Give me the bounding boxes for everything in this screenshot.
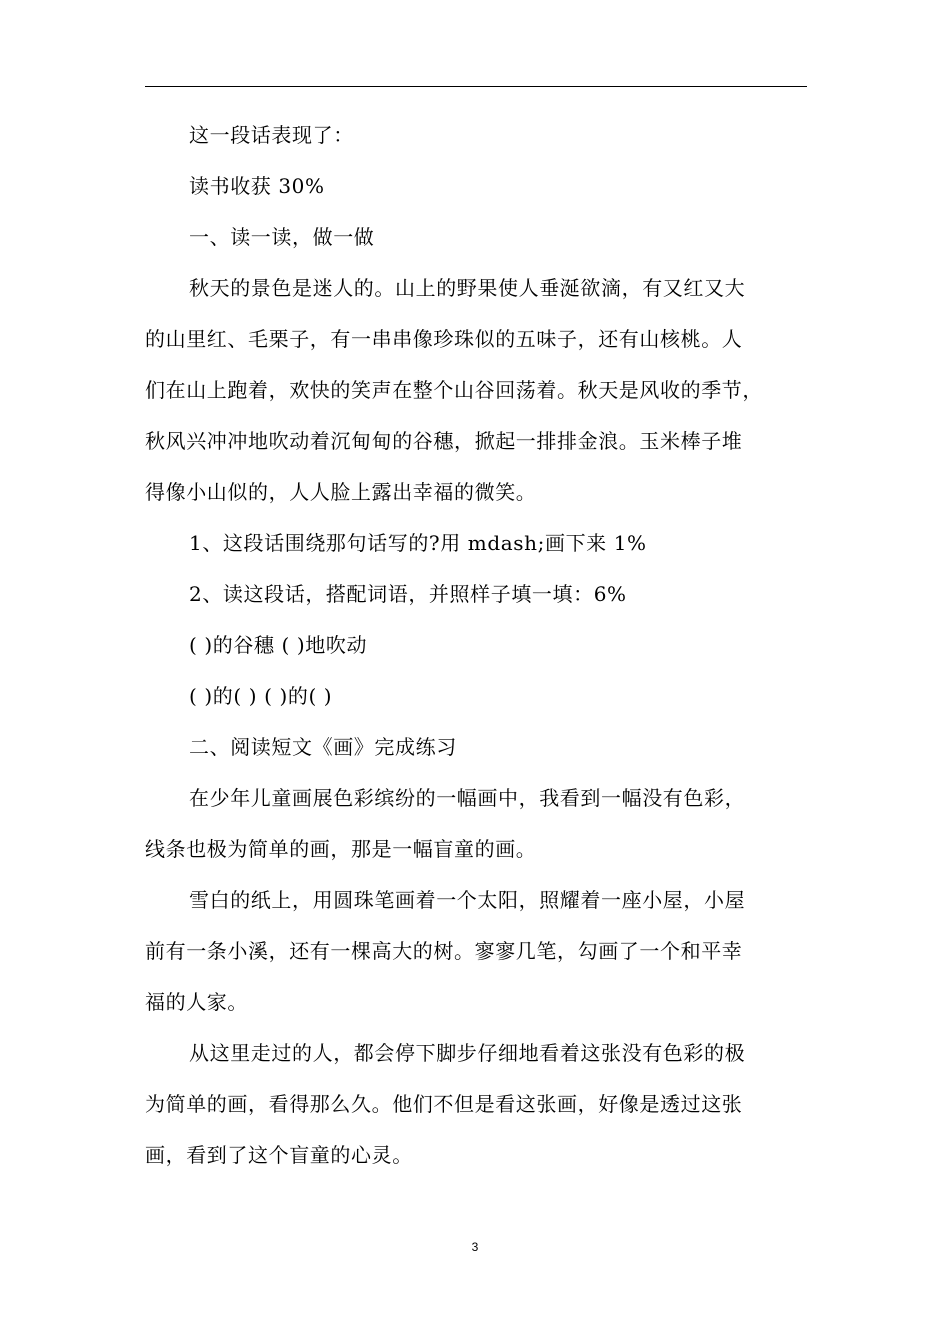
paragraph-line: 线条也极为简单的画，那是一幅盲童的画。	[145, 837, 537, 861]
section-heading: 一、读一读，做一做	[189, 225, 375, 249]
paragraph-line: 得像小山似的，人人脸上露出幸福的微笑。	[145, 480, 537, 504]
section-heading: 读书收获 30%	[189, 174, 325, 198]
paragraph-line: 画，看到了这个盲童的心灵。	[145, 1143, 413, 1167]
paragraph-line: 为简单的画，看得那么久。他们不但是看这张画，好像是透过这张	[145, 1092, 743, 1116]
section-heading: 二、阅读短文《画》完成练习	[189, 735, 457, 759]
paragraph-line: 们在山上跑着，欢快的笑声在整个山谷回荡着。秋天是风收的季节，	[145, 378, 763, 402]
header-rule	[145, 86, 807, 87]
text-line: 这一段话表现了：	[189, 123, 354, 147]
paragraph-line: 雪白的纸上，用圆珠笔画着一个太阳，照耀着一座小屋，小屋	[189, 888, 746, 912]
paragraph-line: 秋风兴冲冲地吹动着沉甸甸的谷穗，掀起一排排金浪。玉米棒子堆	[145, 429, 743, 453]
paragraph-exhibition	[145, 773, 807, 875]
fill-blank-line: ( )的( ) ( )的( )	[189, 684, 333, 708]
paragraph-line: 福的人家。	[145, 990, 248, 1014]
document-body	[145, 110, 807, 1181]
paragraph-autumn	[145, 263, 807, 518]
paragraph-line: 在少年儿童画展色彩缤纷的一幅画中，我看到一幅没有色彩，	[189, 786, 746, 810]
question-1: 1、这段话围绕那句话写的?用 mdash;画下来 1%	[189, 531, 647, 555]
paragraph-line: 秋天的景色是迷人的。山上的野果使人垂涎欲滴，有又红又大	[189, 276, 746, 300]
question-2: 2、读这段话，搭配词语，并照样子填一填：6%	[189, 582, 627, 606]
paragraph-drawing	[145, 875, 807, 1028]
paragraph-line: 前有一条小溪，还有一棵高大的树。寥寥几笔，勾画了一个和平幸	[145, 939, 743, 963]
page-number: 3	[471, 1240, 479, 1254]
paragraph-line: 的山里红、毛栗子，有一串串像珍珠似的五味子，还有山核桃。人	[145, 327, 743, 351]
fill-blank-line: ( )的谷穗 ( )地吹动	[189, 633, 368, 657]
paragraph-line: 从这里走过的人，都会停下脚步仔细地看着这张没有色彩的极	[189, 1041, 746, 1065]
paragraph-visitors	[145, 1028, 807, 1181]
